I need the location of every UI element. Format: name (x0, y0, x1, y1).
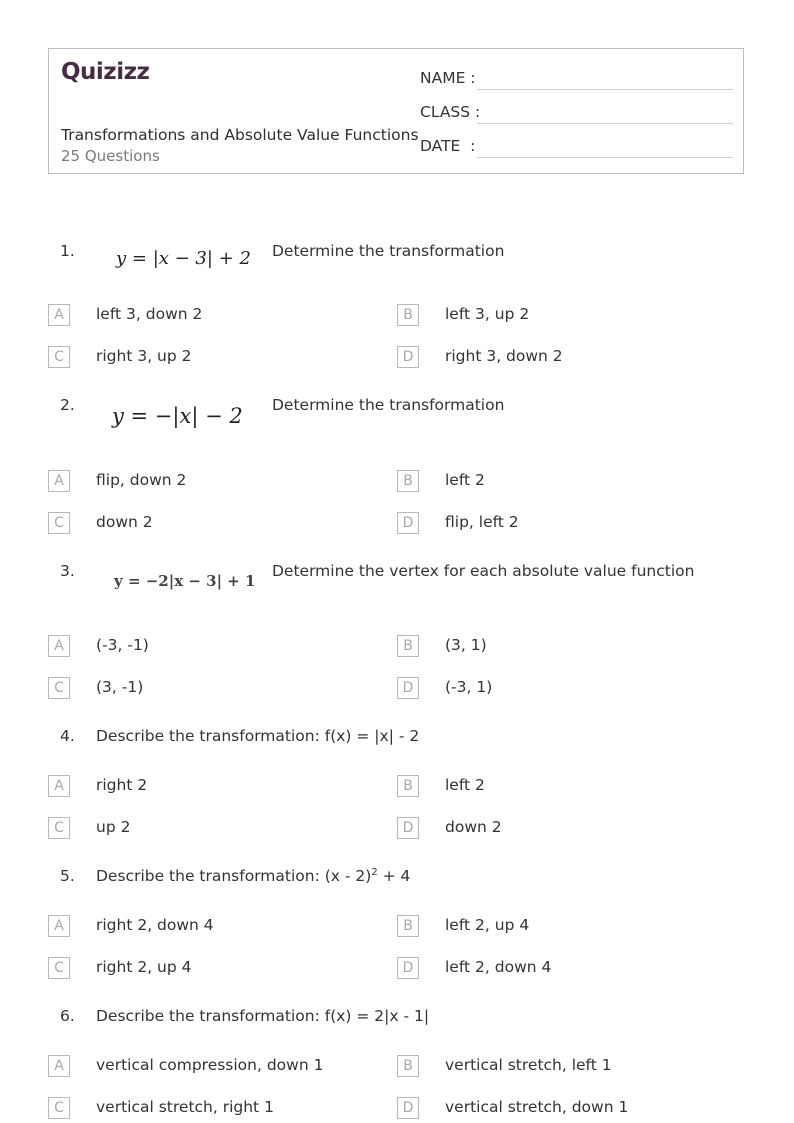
option-text[interactable]: right 2 (96, 776, 148, 794)
option-text[interactable]: flip, down 2 (96, 471, 187, 489)
option-letter[interactable]: D (397, 346, 419, 368)
option-letter[interactable]: A (48, 775, 70, 797)
option-letter[interactable]: A (48, 470, 70, 492)
option-letter[interactable]: C (48, 346, 70, 368)
option-text[interactable]: down 2 (96, 513, 153, 531)
question-number: 4. (60, 727, 75, 745)
class-line[interactable] (477, 123, 733, 124)
question-text: Describe the transformation: f(x) = |x| - 2 (96, 727, 420, 745)
option-letter[interactable]: B (397, 304, 419, 326)
option-text[interactable]: (3, 1) (445, 636, 487, 654)
option-text[interactable]: right 2, down 4 (96, 916, 214, 934)
date-line[interactable] (477, 157, 733, 158)
option-text[interactable]: right 3, down 2 (445, 347, 563, 365)
option-letter[interactable]: A (48, 635, 70, 657)
option-letter[interactable]: C (48, 957, 70, 979)
option-text[interactable]: vertical compression, down 1 (96, 1056, 324, 1074)
question-number: 2. (60, 396, 75, 414)
option-text[interactable]: down 2 (445, 818, 502, 836)
option-letter[interactable]: D (397, 957, 419, 979)
option-letter[interactable]: B (397, 1055, 419, 1077)
option-letter[interactable]: B (397, 635, 419, 657)
option-letter[interactable]: A (48, 304, 70, 326)
option-text[interactable]: right 3, up 2 (96, 347, 192, 365)
question-equation: y = −2|x − 3| + 1 (114, 572, 256, 590)
worksheet-title: Transformations and Absolute Value Functions (61, 126, 419, 144)
option-text[interactable]: (-3, -1) (96, 636, 149, 654)
question-text-tail: + 4 (377, 867, 411, 886)
option-text[interactable]: left 2 (445, 776, 485, 794)
question-text-main: Describe the transformation: (x - 2) (96, 867, 372, 886)
option-letter[interactable]: C (48, 1097, 70, 1119)
quizizz-logo: Quizizz (61, 59, 150, 85)
option-text[interactable]: left 2 (445, 471, 485, 489)
name-line[interactable] (477, 89, 733, 90)
option-text[interactable]: left 2, up 4 (445, 916, 530, 934)
option-letter[interactable]: A (48, 915, 70, 937)
option-letter[interactable]: D (397, 677, 419, 699)
question-equation: y = |x − 3| + 2 (116, 248, 251, 269)
option-text[interactable]: (-3, 1) (445, 678, 493, 696)
question-equation: y = −|x| − 2 (112, 404, 243, 428)
option-letter[interactable]: D (397, 817, 419, 839)
option-letter[interactable]: D (397, 1097, 419, 1119)
question-number: 3. (60, 562, 75, 580)
option-text[interactable]: flip, left 2 (445, 513, 519, 531)
question-number: 1. (60, 242, 75, 260)
question-prompt: Determine the transformation (272, 242, 505, 260)
question-prompt: Determine the transformation (272, 396, 505, 414)
option-letter[interactable]: B (397, 470, 419, 492)
option-text[interactable]: left 2, down 4 (445, 958, 552, 976)
worksheet-header (48, 48, 744, 174)
option-text[interactable]: vertical stretch, left 1 (445, 1056, 612, 1074)
option-letter[interactable]: B (397, 775, 419, 797)
question-number: 6. (60, 1007, 75, 1025)
question-count: 25 Questions (61, 147, 160, 165)
option-text[interactable]: up 2 (96, 818, 131, 836)
option-text[interactable]: (3, -1) (96, 678, 144, 696)
option-text[interactable]: right 2, up 4 (96, 958, 192, 976)
option-letter[interactable]: D (397, 512, 419, 534)
option-text[interactable]: vertical stretch, down 1 (445, 1098, 629, 1116)
question-text: Describe the transformation: f(x) = 2|x - 1| (96, 1007, 430, 1025)
class-label: CLASS : (420, 103, 481, 121)
question-number: 5. (60, 867, 75, 885)
option-text[interactable]: left 3, down 2 (96, 305, 203, 323)
option-letter[interactable]: C (48, 677, 70, 699)
name-label: NAME : (420, 69, 476, 87)
question-prompt: Determine the vertex for each absolute value function (272, 562, 695, 580)
exponent: 2 (371, 867, 378, 878)
option-letter[interactable]: A (48, 1055, 70, 1077)
option-letter[interactable]: B (397, 915, 419, 937)
option-text[interactable]: left 3, up 2 (445, 305, 530, 323)
question-text (96, 867, 410, 885)
option-letter[interactable]: C (48, 512, 70, 534)
option-letter[interactable]: C (48, 817, 70, 839)
date-label: DATE : (420, 137, 476, 155)
option-text[interactable]: vertical stretch, right 1 (96, 1098, 274, 1116)
